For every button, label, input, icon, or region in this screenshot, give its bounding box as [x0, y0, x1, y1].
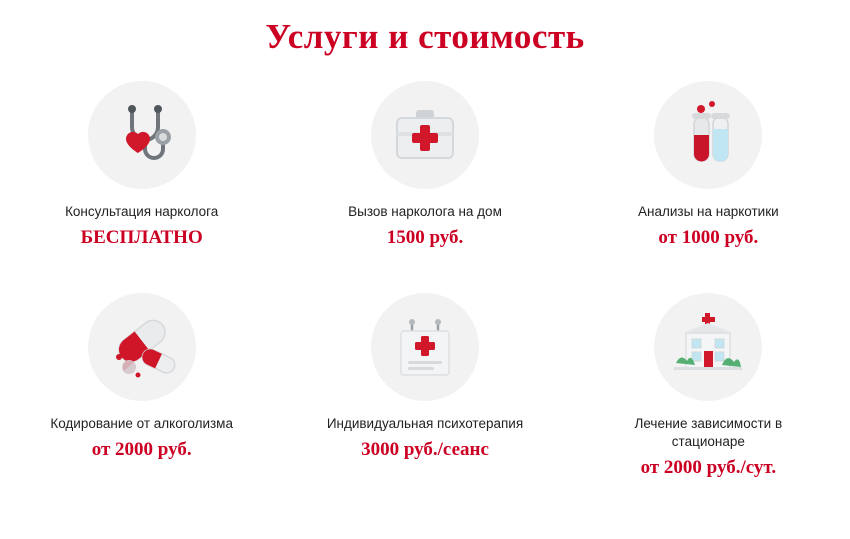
medical-document-icon	[371, 293, 479, 401]
test-tubes-icon	[654, 81, 762, 189]
page-title: Услуги и стоимость	[265, 17, 585, 56]
service-card	[567, 283, 850, 495]
first-aid-kit-icon	[371, 81, 479, 189]
service-name: Кодирование от алкоголизма	[50, 415, 233, 431]
service-name: Индивидуальная психотерапия	[326, 415, 524, 431]
stethoscope-heart-icon	[88, 81, 196, 189]
service-name: Консультация нарколога	[65, 203, 219, 219]
hospital-building-icon	[654, 293, 762, 401]
service-price: от 2000 руб./сут.	[640, 456, 777, 478]
service-price: БЕСПЛАТНО	[80, 226, 203, 248]
pills-capsules-icon	[88, 293, 196, 401]
service-name: Анализы на наркотики	[638, 203, 779, 219]
service-card	[0, 71, 283, 283]
service-price: от 1000 руб.	[658, 226, 759, 248]
service-name: Вызов нарколога на дом	[348, 203, 502, 219]
service-name: Лечение зависимости в стационаре	[634, 415, 783, 449]
service-card	[0, 283, 283, 495]
service-price: 3000 руб./сеанс	[361, 438, 489, 460]
service-card	[283, 71, 566, 283]
service-price: 1500 руб.	[386, 226, 464, 248]
service-card	[567, 71, 850, 283]
services-grid	[0, 71, 850, 495]
service-price: от 2000 руб.	[91, 438, 192, 460]
service-card	[283, 283, 566, 495]
